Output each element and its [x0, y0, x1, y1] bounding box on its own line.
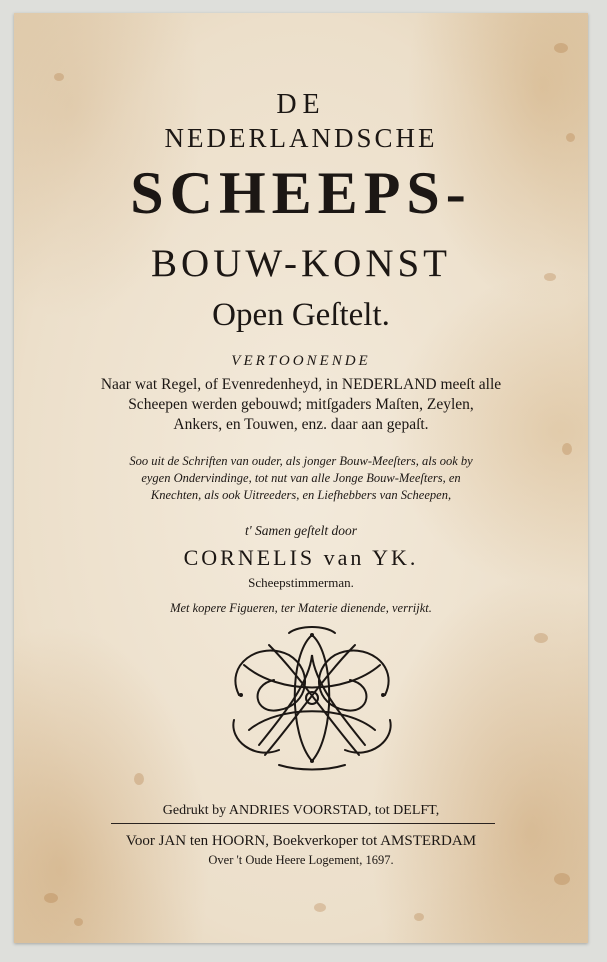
italic-line: eygen Ondervindinge, tot nut van alle Jonge Bouw-Meeſters, en	[141, 471, 461, 485]
foxing-spot	[74, 918, 83, 926]
compiled-by: t' Samen geſtelt door	[245, 523, 357, 538]
printer-line: Gedrukt by ANDRIES VOORSTAD, tot DELFT,	[162, 803, 440, 818]
foxing-spot	[54, 73, 64, 81]
foxing-spot	[414, 913, 424, 921]
description-line: Scheepen werden gebouwd; mitſgaders Maſten, Zeylen,	[128, 396, 474, 413]
address-line: Over 't Oude Heere Logement, 1697.	[208, 853, 394, 867]
author-name: CORNELIS van YK.	[183, 545, 419, 570]
foxing-spot	[562, 443, 572, 455]
description-line: Ankers, en Touwen, enz. daar aan gepaſt.	[173, 416, 429, 433]
publisher-line: Voor JAN ten HOORN, Boekverkoper tot AMSTERDAM	[125, 833, 477, 849]
italic-line: Knechten, als ook Uitreeders, en Liefhebbers van Scheepen,	[150, 488, 452, 502]
foxing-spot	[134, 773, 144, 785]
author-role: Scheepstimmerman.	[248, 575, 354, 590]
title-bouw-konst: BOUW-KONST	[151, 242, 451, 285]
title-page-sheet	[14, 13, 588, 943]
foxing-spot	[554, 43, 568, 53]
monogram-ornament	[219, 625, 405, 771]
foxing-spot	[554, 873, 570, 885]
foxing-spot	[314, 903, 326, 912]
foxing-spot	[44, 893, 58, 903]
italic-line: Soo uit de Schriften van ouder, als jonger Bouw-Meeſters, als ook by	[129, 454, 473, 468]
description-line: Naar wat Regel, of Evenredenheyd, in NEDERLAND meeſt alle	[100, 376, 502, 393]
figures-note: Met kopere Figueren, ter Materie dienende, verrijkt.	[170, 601, 432, 615]
divider-rule	[111, 823, 495, 824]
foxing-spot	[534, 633, 548, 643]
subtitle-vertoonende: VERTOONENDE	[231, 353, 371, 369]
title-open-gestelt: Open Geſtelt.	[212, 297, 390, 333]
title-nederlandsche: NEDERLANDSCHE	[164, 123, 438, 153]
title-de: DE	[276, 89, 326, 120]
title-scheeps: SCHEEPS-	[130, 160, 472, 226]
